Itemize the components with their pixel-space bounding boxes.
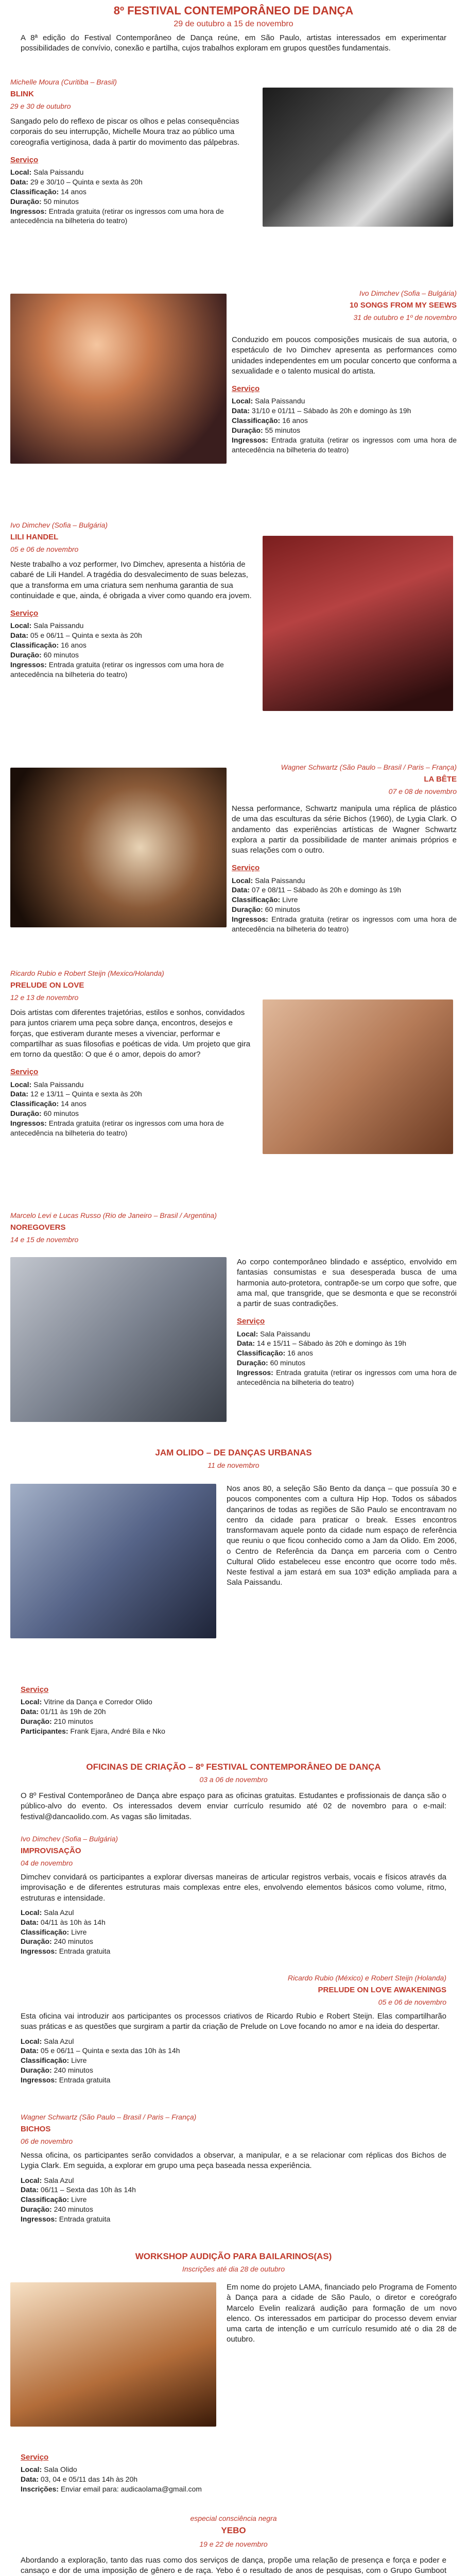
- service-line: [21, 1937, 446, 1946]
- show-credit: Ivo Dimchev (Sofia – Bulgária): [359, 289, 457, 297]
- service-value: Livre: [282, 895, 298, 904]
- service-key: Data:: [10, 631, 30, 640]
- workshop-prelude: [21, 1973, 446, 2085]
- service-line: [10, 1099, 252, 1109]
- audition-photo: [10, 2282, 216, 2427]
- service-value: 60 minutos: [270, 1359, 306, 1367]
- service-line: [21, 2214, 446, 2224]
- service-line: [10, 1080, 252, 1090]
- service-list: [21, 2465, 446, 2494]
- jam-title: JAM OLIDO – DE DANÇAS URBANAS: [155, 1448, 312, 1458]
- service-key: Classificação:: [232, 416, 283, 425]
- service-key: Duração:: [10, 197, 44, 206]
- service-key: Classificação:: [10, 1099, 61, 1108]
- festival-title: 8º FESTIVAL CONTEMPORÂNEO DE DANÇA: [113, 4, 354, 17]
- service-line: [10, 1089, 252, 1099]
- service-value: Enviar email para: audicaolama@gmail.com: [60, 2485, 202, 2494]
- workshop-improvisacao: [21, 1834, 446, 1956]
- service-line: [232, 914, 457, 934]
- service-line: [21, 2465, 446, 2475]
- show-description: Sangado pelo do reflexo de piscar os olhos e pelas consequências corporais do seu interrupção, Michelle Moura traz ao público uma coreografia vertiginosa, dada à partir do movimento das pálpebras.: [10, 117, 240, 147]
- service-value: 03, 04 e 05/11 das 14h às 20h: [40, 2475, 138, 2484]
- service-key: Ingressos:: [232, 435, 272, 444]
- show-10songs-body: [232, 335, 457, 455]
- service-key: Classificação:: [21, 2056, 72, 2065]
- audition-title: WORKSHOP AUDIÇÃO PARA BAILARINOS(AS): [135, 2251, 332, 2261]
- workshop-credit: Ricardo Rubio (México) e Robert Steijn (Holanda): [287, 1974, 446, 1982]
- service-line: [10, 640, 252, 650]
- audition-service: [21, 2452, 446, 2494]
- show-date: 14 e 15 de novembro: [10, 1235, 79, 1244]
- jam-date: 11 de novembro: [207, 1461, 260, 1469]
- show-description: Neste trabalho a voz performer, Ivo Dimchev, apresenta a história de cabaré de Lili Handel. A tragédia do desvalecimento de suas belezas, que a transforma em uma criatura sem nenhuma garantia de sua continuidade e que, ainda, é obrigada a viver como quando era jovem.: [10, 560, 252, 600]
- service-value: 05 e 06/11 – Quinta e sexta das 10h às 14h: [40, 2046, 180, 2055]
- service-value: Sala Paissandu: [255, 397, 305, 405]
- service-value: Livre: [71, 2056, 87, 2065]
- show-credit: Marcelo Levi e Lucas Russo (Rio de Janeiro – Brasil / Argentina): [10, 1211, 217, 1219]
- show-noregovers-header: [10, 1211, 227, 1247]
- service-value: 16 anos: [282, 416, 308, 425]
- service-key: Data:: [10, 177, 30, 186]
- service-key: Duração:: [21, 2066, 54, 2075]
- service-key: Data:: [10, 1090, 30, 1098]
- service-line: [21, 1717, 446, 1726]
- service-key: Data:: [21, 2046, 41, 2055]
- service-key: Local:: [237, 1329, 261, 1338]
- service-value: 60 minutos: [43, 1109, 79, 1118]
- service-key: Ingressos:: [232, 915, 272, 924]
- service-key: Classificação:: [10, 641, 61, 650]
- service-value: Sala Azul: [44, 2176, 74, 2184]
- service-line: [21, 2185, 446, 2195]
- audition-description: Em nome do projeto LAMA, financiado pelo Programa de Fomento à Dança para a cidade de São Paulo, o diretor e coreógrafo Marcelo Evelin realizará audição para formação de um novo elenco. Os interessados em participar do processo devem enviar uma carta de intenção e um currículo resumido até o dia 28 de outubro.: [227, 2283, 457, 2344]
- service-key: Ingressos:: [21, 1947, 59, 1956]
- service-value: Sala Paissandu: [33, 621, 84, 630]
- service-line: [10, 1118, 252, 1138]
- service-value: Entrada gratuita: [59, 2215, 111, 2224]
- show-date: 07 e 08 de novembro: [388, 787, 457, 796]
- show-credit: Ricardo Rubio e Robert Steijn (Mexico/Holanda): [10, 969, 164, 977]
- audition-date: Inscrições até dia 28 de outubro: [182, 2265, 285, 2273]
- service-value: Entrada gratuita (retirar os ingressos com uma hora de antecedência na bilheteria do teatro): [232, 915, 457, 933]
- workshop-description: Nessa oficina, os participantes serão convidados a observar, a manipular, e a se relacionar com réplicas dos Bichos de Lygia Clark. Em seguida, a explorar em grupo uma peça baseada nessa experiência.: [21, 2151, 446, 2171]
- workshop-name: IMPROVISAÇÃO: [21, 1846, 81, 1855]
- special-name: YEBO: [221, 2526, 246, 2535]
- service-title: Serviço: [232, 863, 260, 873]
- service-title: Serviço: [232, 384, 260, 393]
- service-list: [10, 621, 252, 679]
- show-credit: Wagner Schwartz (São Paulo – Brasil / Paris – França): [281, 763, 457, 771]
- show-description: Nessa performance, Schwartz manipula uma réplica de plástico de uma das esculturas da série Bichos (1960), de Lygia Clark. O andamento das experiências artísticas de Wagner Schwartz explora a partir da possibilidade de manter animais próprios e suas relações com o outro.: [232, 804, 457, 855]
- workshop-name: PRELUDE ON LOVE AWAKENINGS: [318, 1985, 446, 1994]
- service-key: Duração:: [232, 426, 265, 434]
- service-value: Livre: [71, 2195, 87, 2204]
- service-line: [10, 631, 252, 640]
- service-value: Frank Ejara, André Bila e Nko: [70, 1726, 165, 1735]
- service-value: 50 minutos: [43, 197, 79, 206]
- service-key: Classificação:: [10, 187, 61, 196]
- service-line: [232, 885, 457, 895]
- service-value: Entrada gratuita: [59, 1947, 111, 1956]
- service-key: Data:: [21, 1918, 41, 1926]
- service-key: Local:: [21, 2465, 44, 2474]
- service-value: Sala Paissandu: [260, 1329, 310, 1338]
- service-value: 04/11 às 10h às 14h: [40, 1918, 106, 1926]
- service-line: [21, 2484, 446, 2494]
- service-list: [232, 396, 457, 454]
- service-value: Entrada gratuita: [59, 2076, 111, 2084]
- service-line: [232, 435, 457, 455]
- service-key: Duração:: [237, 1359, 270, 1367]
- service-value: 60 minutos: [265, 905, 301, 914]
- show-description: Ao corpo contemporâneo blindado e asséptico, envolvido em fantasias consumistas e sua desesperada busca de uma harmonia auto-protetora, contrapõe-se um corpo que sofre, que ama mal, que transgride, que se desmonta e que se reconstrói a partir de suas contradições.: [237, 1258, 457, 1308]
- service-line: [21, 2056, 446, 2065]
- service-line: [10, 177, 252, 187]
- service-key: Local:: [10, 168, 34, 177]
- service-key: Ingressos:: [10, 207, 49, 215]
- service-title: Serviço: [10, 1067, 39, 1077]
- show-name: BLINK: [10, 89, 34, 98]
- show-10songs-photo: [10, 294, 227, 464]
- service-line: [232, 396, 457, 406]
- service-value: Sala Azul: [44, 2037, 74, 2045]
- service-key: Duração:: [21, 1937, 54, 1946]
- service-title: Serviço: [237, 1317, 265, 1326]
- service-key: Duração:: [232, 905, 265, 914]
- service-list: [10, 1080, 252, 1138]
- service-key: Data:: [237, 1339, 257, 1348]
- service-key: Local:: [10, 621, 34, 630]
- service-key: Duração:: [21, 1717, 54, 1726]
- jam-body: [227, 1484, 457, 1590]
- service-line: [21, 1726, 446, 1736]
- workshop-description: Esta oficina vai introduzir aos participantes os processos criativos de Ricardo Rubio e Robert Steijn. Elas compartilharão suas práticas e as questões que surgiram a partir da criação de Prelude on Love focando no amor e na ideia do despertar.: [21, 2012, 446, 2031]
- service-line: [10, 650, 252, 660]
- service-line: [237, 1329, 457, 1339]
- service-line: [10, 621, 252, 631]
- service-value: 14 anos: [61, 187, 87, 196]
- service-key: Classificação:: [21, 1927, 72, 1936]
- jam-description: Nos anos 80, a seleção São Bento da dança – que possuía 30 e poucos componentes com a cultura Hip Hop. Todos os sábados dançarinos de todas as regiões de São Paulo se encontravam no centro da cidade para praticar o break. Esses encontros transformavam aquele ponto da cidade num espaço de referência que reuniu o que ficou conhecido como a Jam da Olido. Em 2006, o Centro de Referência da Dança em parceria com o Centro Cultural Olido estabeleceu esse encontro que ocorre todo mês. Neste festival a jam estará em sua 103ª edição ampliada para a Sala Paissandu.: [227, 1484, 457, 1587]
- service-value: 240 minutos: [54, 2205, 93, 2214]
- show-date: 12 e 13 de novembro: [10, 993, 79, 1002]
- show-name: NOREGOVERS: [10, 1223, 66, 1232]
- service-line: [10, 207, 252, 226]
- service-key: Data:: [21, 1707, 41, 1716]
- service-line: [10, 187, 252, 197]
- service-line: [10, 660, 252, 680]
- service-value: Sala Paissandu: [255, 876, 305, 885]
- service-value: Entrada gratuita (retirar os ingressos com uma hora de antecedência na bilheteria do teatro): [237, 1368, 457, 1386]
- service-line: [10, 167, 252, 177]
- show-noregovers-body: [237, 1257, 457, 1387]
- show-labete-photo: [10, 768, 227, 927]
- service-line: [237, 1358, 457, 1368]
- show-name: LILI HANDEL: [10, 532, 59, 541]
- service-line: [21, 1946, 446, 1956]
- service-line: [237, 1368, 457, 1387]
- show-credit: Ivo Dimchev (Sofia – Bulgária): [10, 521, 108, 529]
- service-value: 60 minutos: [43, 650, 79, 659]
- service-line: [21, 2205, 446, 2214]
- service-value: Entrada gratuita (retirar os ingressos com uma hora de antecedência na bilheteria do teatro): [10, 660, 224, 679]
- service-title: Serviço: [10, 155, 39, 164]
- show-credit: Michelle Moura (Curitiba – Brasil): [10, 78, 117, 86]
- service-line: [21, 2046, 446, 2056]
- show-prelude: [10, 969, 252, 1138]
- service-key: Participantes:: [21, 1726, 71, 1735]
- show-labete-body: [232, 804, 457, 934]
- service-line: [21, 1697, 446, 1707]
- service-title: Serviço: [21, 2453, 49, 2462]
- service-key: Duração:: [10, 1109, 44, 1118]
- service-key: Local:: [232, 397, 255, 405]
- service-key: Ingressos:: [21, 2076, 59, 2084]
- service-value: 06/11 – Sexta das 10h às 14h: [40, 2185, 136, 2194]
- service-key: Local:: [21, 1908, 44, 1917]
- workshop-date: 06 de novembro: [21, 2137, 73, 2146]
- service-value: 240 minutos: [54, 2066, 93, 2075]
- service-value: Sala Olido: [44, 2465, 77, 2474]
- show-labete-header: [232, 762, 457, 799]
- service-value: 31/10 e 01/11 – Sábado às 20h e domingo às 19h: [251, 406, 411, 415]
- service-line: [21, 1908, 446, 1918]
- service-key: Classificação:: [232, 895, 283, 904]
- service-key: Data:: [21, 2475, 41, 2484]
- service-key: Data:: [21, 2185, 41, 2194]
- service-line: [10, 1109, 252, 1118]
- service-key: Ingressos:: [21, 2215, 59, 2224]
- service-line: [21, 2037, 446, 2046]
- service-value: 01/11 às 19h de 20h: [40, 1707, 106, 1716]
- service-title: Serviço: [10, 609, 39, 618]
- workshops-date: 03 a 06 de novembro: [199, 1775, 268, 1784]
- workshop-description: Dimchev convidará os participantes a explorar diversas maneiras de articular registros verbais, vocais e físicos através da improvisação e de diferentes estruturas mais complexas entre eles, envolvendo elementos básicos como volume, ritmo, estruturas e intensidade.: [21, 1873, 446, 1903]
- service-line: [21, 1707, 446, 1717]
- service-line: [21, 2176, 446, 2185]
- service-line: [232, 895, 457, 905]
- service-list: [21, 2176, 446, 2224]
- service-line: [21, 2475, 446, 2484]
- special-date: 19 e 22 de novembro: [199, 2540, 268, 2548]
- workshop-bichos: [21, 2112, 446, 2224]
- service-key: Ingressos:: [237, 1368, 276, 1377]
- service-line: [237, 1348, 457, 1358]
- service-list: [232, 876, 457, 934]
- show-date: 05 e 06 de novembro: [10, 545, 79, 554]
- service-key: Ingressos:: [10, 1119, 49, 1128]
- service-line: [237, 1338, 457, 1348]
- show-noregovers-photo: [10, 1257, 227, 1422]
- service-value: Sala Paissandu: [33, 1080, 84, 1089]
- show-blink: [10, 77, 252, 226]
- service-line: [10, 197, 252, 207]
- service-value: Entrada gratuita (retirar os ingressos com uma hora de antecedência na bilheteria do teatro): [232, 435, 457, 454]
- show-date: 31 de outubro e 1º de novembro: [353, 313, 457, 322]
- service-line: [21, 2195, 446, 2205]
- special-description: Abordando a exploração, tanto das ruas como dos serviços de dança, propõe uma relação de presença e força e poder e cansaço e dor de uma imposição de gênero e de raça. Yebo é o resultado de anos de pesquisas, com o Grupo Gumboot: [21, 2556, 446, 2575]
- service-line: [232, 406, 457, 416]
- service-line: [21, 1918, 446, 1927]
- workshop-date: 04 de novembro: [21, 1859, 73, 1868]
- service-value: 05 e 06/11 – Quinta e sexta às 20h: [30, 631, 142, 640]
- workshop-name: BICHOS: [21, 2124, 51, 2133]
- show-prelude-photo: [263, 999, 453, 1154]
- workshop-credit: Ivo Dimchev (Sofia – Bulgária): [21, 1835, 118, 1843]
- service-value: 07 e 08/11 – Sábado às 20h e domingo às 19h: [251, 886, 401, 894]
- show-lili-handel: [10, 520, 252, 680]
- service-line: [232, 876, 457, 886]
- show-lili-photo: [263, 536, 453, 711]
- service-title: Serviço: [21, 1685, 49, 1694]
- special-yebo-body: [21, 2555, 446, 2576]
- service-line: [232, 426, 457, 435]
- service-line: [21, 1927, 446, 1937]
- festival-intro: A 8ª edição do Festival Contemporâneo de Dança reúne, em São Paulo, artistas interessados em experimentar possibilidades de convívio, conexão e partilha, cujos trabalhos exploram em grupos questões fundamentais.: [21, 33, 446, 53]
- show-description: Conduzido em poucos composições musicais de sua autoria, o espetáculo de Ivo Dimchev apresenta as performances como unidades independentes em um pocular concerto que conforma a sexualidade e o talento musical do artista.: [232, 335, 457, 376]
- special-tag: especial consciência negra: [190, 2514, 277, 2522]
- service-value: 14 anos: [61, 1099, 87, 1108]
- service-key: Classificação:: [21, 2195, 72, 2204]
- service-key: Data:: [232, 886, 252, 894]
- workshops-title: OFICINAS DE CRIAÇÃO – 8º FESTIVAL CONTEMPORÂNEO DE DANÇA: [86, 1762, 381, 1772]
- service-list: [21, 2037, 446, 2085]
- service-value: 210 minutos: [54, 1717, 93, 1726]
- service-line: [232, 905, 457, 914]
- service-value: Vitrine da Dança e Corredor Olido: [44, 1698, 152, 1706]
- service-line: [21, 2075, 446, 2085]
- service-key: Local:: [21, 1698, 44, 1706]
- service-list: [237, 1329, 457, 1387]
- service-value: 12 e 13/11 – Quinta e sexta às 20h: [30, 1090, 142, 1098]
- workshops-intro: O 8º Festival Contemporâneo de Dança abre espaço para as oficinas gratuitas. Estudantes e profissionais de dança são o público-alvo do evento. Os interessados devem enviar currículo resumido até 02 de novembro para o e-mail: festival@dancaolido.com. As vagas são limitadas.: [21, 1791, 446, 1821]
- audition-body: [227, 2282, 457, 2347]
- service-key: Local:: [21, 2176, 44, 2184]
- show-10songs-header: [232, 289, 457, 325]
- service-value: 29 e 30/10 – Quinta e sexta às 20h: [30, 177, 143, 186]
- service-key: Inscrições:: [21, 2485, 61, 2494]
- service-value: 16 anos: [287, 1349, 313, 1358]
- workshop-date: 05 e 06 de novembro: [378, 1998, 446, 2007]
- service-value: Livre: [71, 1927, 87, 1936]
- service-key: Local:: [10, 1080, 34, 1089]
- service-value: 16 anos: [61, 641, 87, 650]
- service-value: Entrada gratuita (retirar os ingressos com uma hora de antecedência na bilheteria do teatro): [10, 1119, 224, 1137]
- service-key: Local:: [232, 876, 255, 885]
- service-key: Duração:: [10, 650, 44, 659]
- service-line: [232, 416, 457, 426]
- service-key: Classificação:: [237, 1349, 288, 1358]
- service-list: [10, 167, 252, 226]
- service-value: 14 e 15/11 – Sábado às 20h e domingo às 19h: [256, 1339, 406, 1348]
- festival-dates: 29 de outubro a 15 de novembro: [174, 20, 293, 28]
- jam-photo: [10, 1484, 216, 1638]
- service-key: Ingressos:: [10, 660, 49, 669]
- service-list: [21, 1908, 446, 1956]
- service-value: 240 minutos: [54, 1937, 93, 1946]
- jam-service: [21, 1685, 446, 1736]
- service-line: [21, 2065, 446, 2075]
- service-key: Local:: [21, 2037, 44, 2045]
- service-value: Sala Azul: [44, 1908, 74, 1917]
- service-list: [21, 1697, 446, 1736]
- show-description: Dois artistas com diferentes trajetórias, estilos e sonhos, convidados para juntos criarem uma peça sobre dança, encontros, desejos e forças, que estiveram durante meses a vivenciar, performar e compartilhar as suas filosofias e poéticas de vida. Um projeto que gira em torno da questão: O que é o amor, depois do amor?: [10, 1008, 251, 1059]
- workshop-credit: Wagner Schwartz (São Paulo – Brasil / Paris – França): [21, 2113, 197, 2121]
- show-name: PRELUDE ON LOVE: [10, 980, 84, 990]
- show-name: 10 SONGS FROM MY SEEWS: [349, 300, 457, 310]
- show-name: LA BÊTE: [424, 774, 457, 784]
- service-key: Duração:: [21, 2205, 54, 2214]
- show-blink-photo: [263, 88, 453, 227]
- service-value: Sala Paissandu: [33, 168, 84, 177]
- service-value: Entrada gratuita (retirar os ingressos com uma hora de antecedência na bilheteria do teatro): [10, 207, 224, 225]
- service-value: 55 minutos: [265, 426, 301, 434]
- service-key: Data:: [232, 406, 252, 415]
- show-date: 29 e 30 de outubro: [10, 102, 71, 111]
